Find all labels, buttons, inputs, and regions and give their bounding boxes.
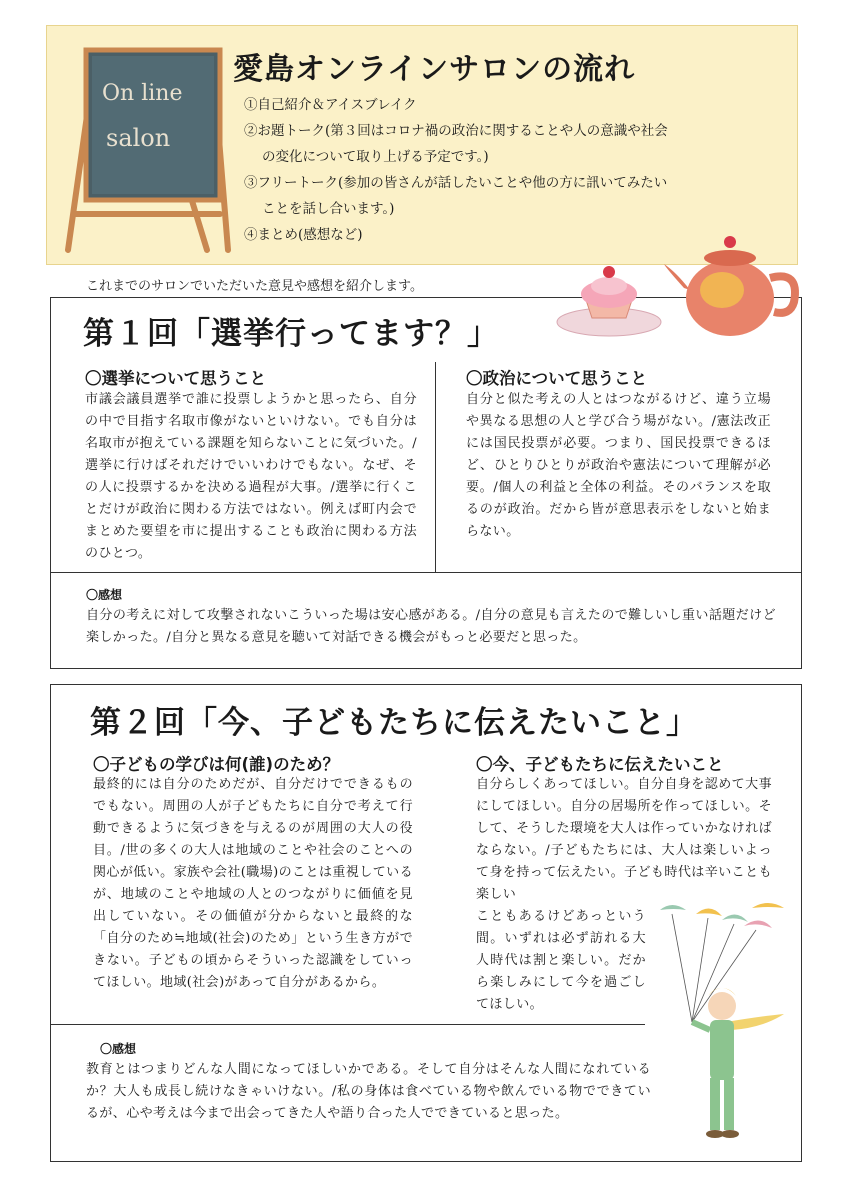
session2-kanso-heading: 〇感想 [100, 1042, 137, 1056]
flow-step: ④まとめ(感想など) [244, 227, 363, 243]
session2-title: 第２回「今、子どもたちに伝えたいこと」 [90, 705, 698, 741]
intro-text: これまでのサロンでいただいた意見や感想を紹介します。 [86, 279, 423, 294]
flow-step: ②お題トーク(第３回はコロナ禍の政治に関することや人の意識や社会の変化について取り上げる予定です。) [244, 123, 668, 165]
section-divider [50, 572, 802, 573]
session1-title: 第１回「選挙行ってます？」 [83, 316, 499, 352]
session2-left-heading: 〇子どもの学びは何(誰)のため？ [93, 755, 340, 774]
session1-left-heading: 〇選挙について思うこと [85, 369, 267, 388]
prince-with-birds-illustration [652, 896, 792, 1146]
session2-right-body-top: 自分らしくあってほしい。自分自身を認めて大事にしてほしい。自分の居場所を作ってほしい。そして、そうした環境を大人は作っていかなければならない。/子どもたちには、大人は楽しいよって身を持って伝えたい。子ども時代は辛いことも楽しい [476, 777, 772, 902]
session2-right-body-bottom: こともあるけどあっという間。いずれは必ず訪れる大人時代は割と楽しい。だから楽しみにして今を過ごしてほしい。 [476, 909, 646, 1012]
section-divider [50, 1024, 645, 1025]
flow-steps-list [244, 92, 674, 248]
board-line-1: On line [102, 81, 183, 106]
session2-right-heading: 〇今、子どもたちに伝えたいこと [476, 755, 724, 774]
session2-left-body: 最終的には自分のためだが、自分だけでできるものでもない。周囲の人が子どもたちに自分で考えて行動できるように気づきを与えるのが周囲の大人の役目。/世の多くの大人は地域のことや社会のことへの関心が低い。家族や会社(職場)のことは重視しているが、地域のことや地域の人とのつながりに価値を見出していない。その価値が分からないと最終的な「自分のため≒地域(社会)のため」という生き方ができない。子どもの頃からそういった認識をしていってほしい。地域(社会)があって自分があるから。 [93, 777, 413, 990]
teapot-illustration [662, 228, 802, 340]
cupcake-illustration [552, 256, 667, 338]
flow-title: 愛島オンラインサロンの流れ [233, 52, 636, 87]
chalkboard-sign-illustration [62, 38, 232, 258]
session1-right-heading: 〇政治について思うこと [466, 369, 648, 388]
flow-step: ①自己紹介＆アイスブレイク [244, 97, 417, 113]
session1-left-body: 市議会議員選挙で誰に投票しようかと思ったら、自分の中で目指す名取市像がないといけない。でも自分は名取市が抱えている課題を知らないことに気づいた。/選挙に行けばそれだけでいいわけでもない。なぜ、その人に投票するかを決める過程が大事。/選挙に行くことだけが政治に関わる方法ではない。例えば町内会でまとめた要望を市に提出することも政治に関わる方法のひとつ。 [85, 392, 417, 561]
session1-kanso-body: 自分の考えに対して攻撃されないこういった場は安心感がある。/自分の意見も言えたので難しいし重い話題だけど楽しかった。/自分と異なる意見を聴いて対話できる機会がもっと必要だと思った。 [86, 608, 776, 645]
session1-right-body: 自分と似た考えの人とはつながるけど、違う立場や異なる思想の人と学び合う場がない。/憲法改正には国民投票が必要。つまり、国民投票できるほど、ひとりひとりが政治や憲法について理解が必要。/個人の利益と全体の利益。そのバランスを取るのが政治。だから皆が意思表示をしないと始まらない。 [466, 392, 771, 539]
board-line-2: salon [106, 124, 171, 152]
flow-step: ③フリートーク(参加の皆さんが話したいことや他の方に訊いてみたいことを話し合います。) [244, 175, 668, 217]
column-divider [435, 362, 436, 572]
session1-kanso-heading: 〇感想 [86, 588, 123, 602]
session2-kanso-body: 教育とはつまりどんな人間になってほしいかである。そして自分はそんな人間になれているか？大人も成長し続けなきゃいけない。/私の身体は食べている物や飲んでいる物でできているが、心や考えは今まで出会ってきた人や語り合った人でできていると思った。 [86, 1062, 651, 1121]
